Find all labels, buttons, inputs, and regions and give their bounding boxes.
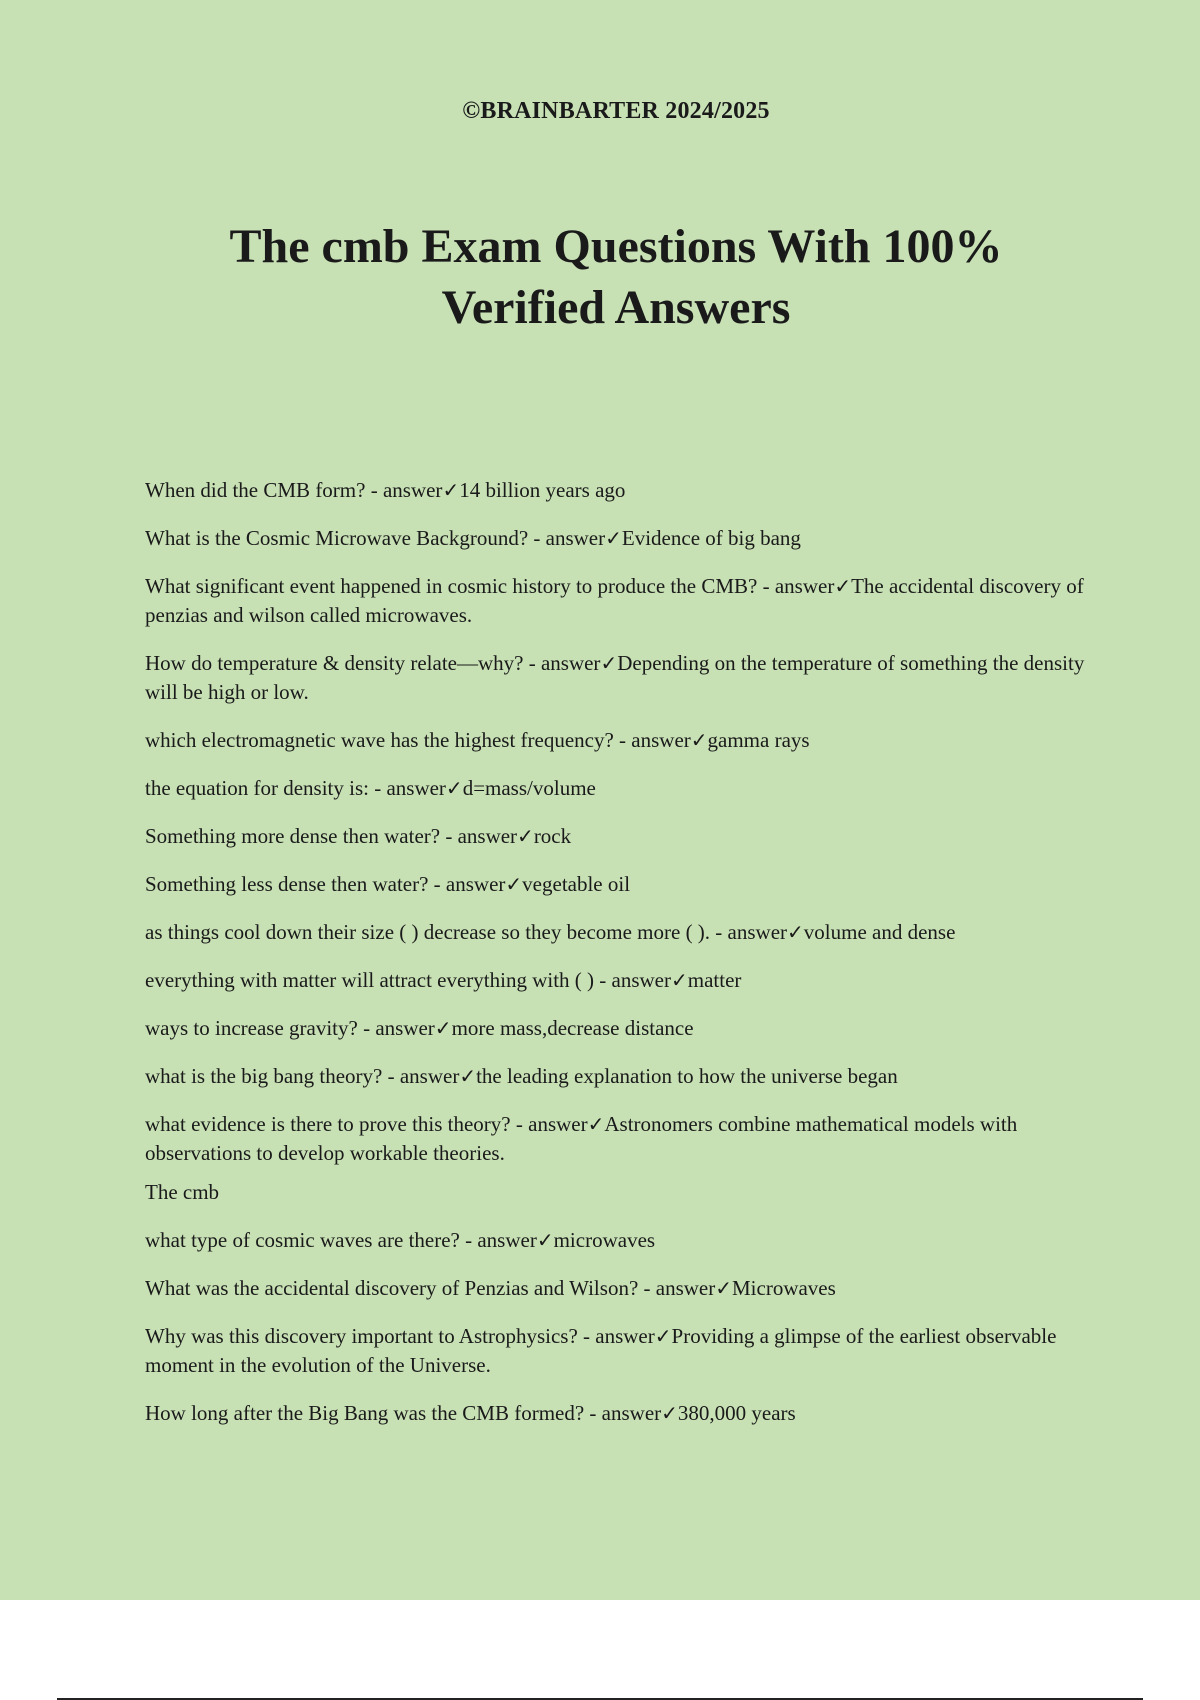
checkmark-icon: ✓: [600, 651, 618, 675]
qa-item: How long after the Big Bang was the CMB formed? - answer✓380,000 years: [145, 1401, 796, 1425]
qa-item: what evidence is there to prove this theory? - answer✓Astronomers combine mathematical models with observations to develop workable theories.: [145, 1112, 1018, 1165]
checkmark-icon: ✓: [517, 824, 534, 848]
checkmark-icon: ✓: [445, 776, 463, 800]
checkmark-icon: ✓: [690, 728, 708, 752]
qa-item: which electromagnetic wave has the highest frequency? - answer✓gamma rays: [145, 728, 810, 752]
checkmark-icon: ✓: [459, 1064, 477, 1088]
qa-list: [145, 476, 1095, 1447]
checkmark-icon: ✓: [536, 1228, 554, 1252]
qa-item: What significant event happened in cosmic history to produce the CMB? - answer✓The accidental discovery of penzias and wilson called microwaves.: [145, 574, 1084, 627]
qa-item: When did the CMB form? - answer✓14 billion years ago: [145, 478, 626, 502]
qa-item: what type of cosmic waves are there? - answer✓microwaves: [145, 1228, 656, 1252]
checkmark-icon: ✓: [434, 1016, 452, 1040]
copyright-header: ©BRAINBARTER 2024/2025: [462, 98, 770, 124]
qa-item: ways to increase gravity? - answer✓more mass,decrease distance: [145, 1016, 694, 1040]
qa-item: everything with matter will attract everything with ( ) - answer✓matter: [145, 968, 742, 992]
checkmark-icon: ✓: [442, 478, 460, 502]
qa-item: as things cool down their size ( ) decrease so they become more ( ). - answer✓volume and dense: [145, 920, 956, 944]
qa-item: What was the accidental discovery of Penzias and Wilson? - answer✓Microwaves: [145, 1276, 836, 1300]
checkmark-icon: ✓: [505, 872, 523, 896]
checkmark-icon: ✓: [787, 920, 804, 944]
checkmark-icon: ✓: [605, 526, 622, 550]
checkmark-icon: ✓: [661, 1401, 678, 1425]
qa-item: Something less dense then water? - answer✓vegetable oil: [145, 872, 631, 896]
checkmark-icon: ✓: [654, 1324, 672, 1348]
checkmark-icon: ✓: [834, 574, 852, 598]
qa-item: Something more dense then water? - answer✓rock: [145, 824, 572, 848]
qa-item: How do temperature & density relate—why? - answer✓Depending on the temperature of something the density will be high or low.: [145, 651, 1085, 704]
title-line-2: Verified Answers: [441, 281, 791, 334]
checkmark-icon: ✓: [587, 1112, 605, 1136]
qa-item: what is the big bang theory? - answer✓the leading explanation to how the universe began: [145, 1064, 898, 1088]
checkmark-icon: ✓: [715, 1276, 732, 1300]
qa-item: The cmb: [145, 1180, 220, 1204]
title-line-1: The cmb Exam Questions With 100%: [229, 220, 1003, 273]
document-title: [0, 216, 1200, 338]
qa-item: What is the Cosmic Microwave Background? - answer✓Evidence of big bang: [145, 526, 801, 550]
checkmark-icon: ✓: [671, 968, 688, 992]
qa-item: the equation for density is: - answer✓d=mass/volume: [145, 776, 596, 800]
qa-item: Why was this discovery important to Astrophysics? - answer✓Providing a glimpse of the earliest observable moment in the evolution of the Universe.: [145, 1324, 1057, 1377]
